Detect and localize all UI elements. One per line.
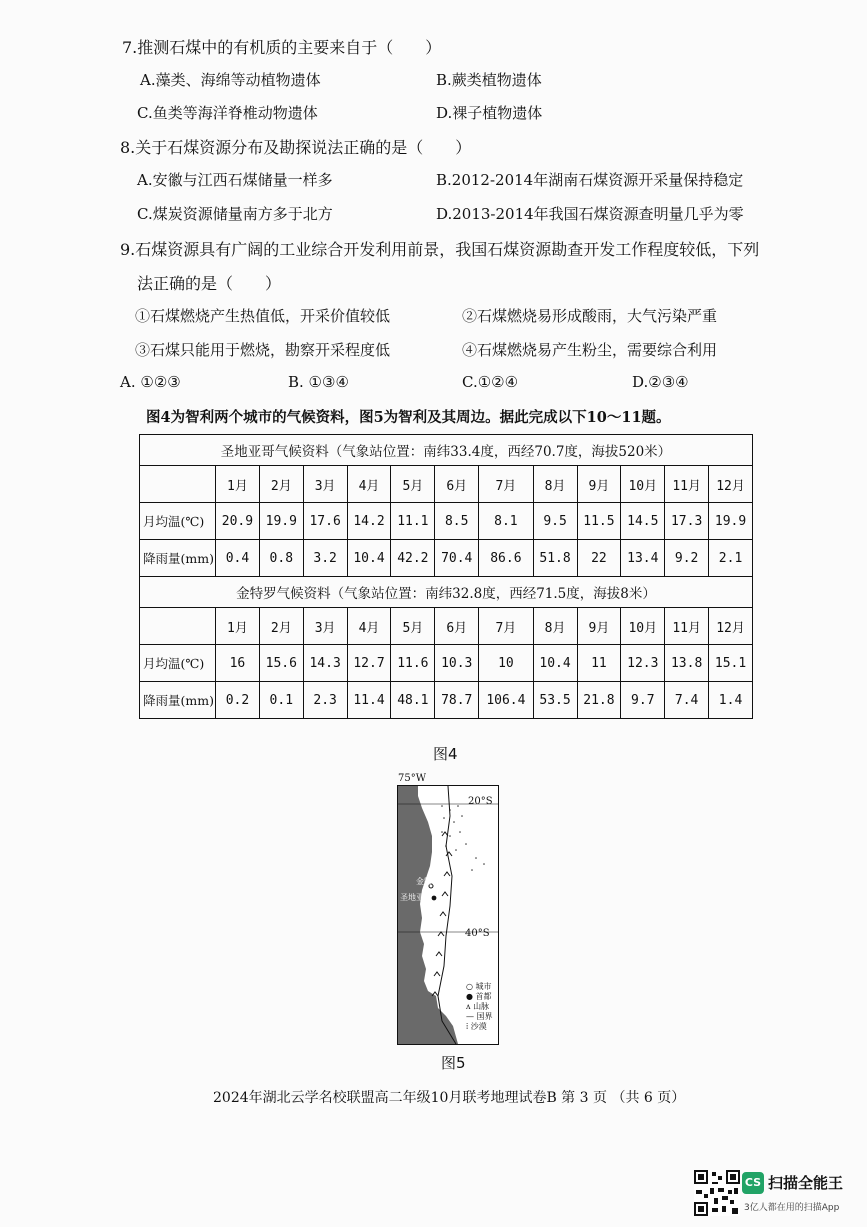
santiago-month-header: 5月 [391, 466, 435, 503]
quintero-month-header: 9月 [577, 608, 621, 645]
quintero-month-header: 1月 [216, 608, 260, 645]
legend-border: — 国界 [466, 1012, 493, 1021]
santiago-temp-label: 月均温(℃) [140, 503, 216, 540]
santiago-rain-cell: 51.8 [533, 540, 577, 577]
camscanner-name: 扫描全能王 [768, 1174, 844, 1192]
santiago-temp-cell: 9.5 [533, 503, 577, 540]
quintero-rain-cell: 48.1 [391, 682, 435, 719]
santiago-rain-cell: 3.2 [303, 540, 347, 577]
fig-intro-text: 图4为智利两个城市的气候资料，图5为智利及其周边。据此完成以下10～11题。 [146, 409, 671, 426]
quintero-temp-label: 月均温(℃) [140, 645, 216, 682]
legend-capital: ● 首都 [466, 992, 492, 1001]
santiago-temp-cell: 20.9 [216, 503, 260, 540]
santiago-table-title: 圣地亚哥气候资料（气象站位置：南纬33.4度，西经70.7度，海拔520米） [140, 435, 753, 466]
santiago-rain-cell: 86.6 [479, 540, 533, 577]
quintero-month-header: 12月 [709, 608, 753, 645]
page-footer: 2024年湖北云学名校联盟高二年级10月联考地理试卷B 第 3 页 （共 6 页） [213, 1090, 686, 1106]
q7-option-a: A.藻类、海绵等动植物遗体 [140, 71, 321, 89]
q9-statement-4: ④石煤燃烧易产生粉尘，需要综合利用 [462, 341, 718, 359]
chile-map [397, 785, 499, 1045]
map-city-quintero: 金特罗 [416, 877, 440, 886]
camscanner-tagline: 3亿人都在用的扫描App [744, 1203, 840, 1213]
santiago-month-header: 8月 [533, 466, 577, 503]
camscanner-logo-icon: CS [742, 1172, 764, 1194]
santiago-month-row [140, 466, 753, 503]
santiago-temp-cell: 14.5 [621, 503, 665, 540]
capital-santiago-marker [432, 896, 437, 901]
quintero-month-row [140, 608, 753, 645]
santiago-month-header: 4月 [347, 466, 391, 503]
map-legend [466, 982, 493, 1032]
santiago-month-header: 7月 [479, 466, 533, 503]
q9-option-a: A. ①②③ [120, 373, 181, 391]
santiago-temp-cell: 8.1 [479, 503, 533, 540]
map-lat40-label: 40°S [465, 928, 490, 939]
map-lon-label: 75°W [398, 773, 427, 784]
legend-desert: ⁞ 沙漠 [466, 1022, 487, 1031]
quintero-rain-cell: 21.8 [577, 682, 621, 719]
quintero-temp-cell: 10.3 [435, 645, 479, 682]
santiago-temp-cell: 19.9 [259, 503, 303, 540]
quintero-temp-cell: 12.3 [621, 645, 665, 682]
quintero-month-header: 3月 [303, 608, 347, 645]
quintero-rain-cell: 0.2 [216, 682, 260, 719]
quintero-rain-cell: 0.1 [259, 682, 303, 719]
quintero-rain-cell: 2.3 [303, 682, 347, 719]
quintero-title-row [140, 577, 753, 608]
santiago-month-header: 6月 [435, 466, 479, 503]
quintero-rain-label: 降雨量(mm) [140, 682, 216, 719]
quintero-rain-cell: 9.7 [621, 682, 665, 719]
quintero-rain-cell: 106.4 [479, 682, 533, 719]
quintero-month-header: 2月 [259, 608, 303, 645]
quintero-corner-cell [140, 608, 216, 645]
santiago-month-header: 2月 [259, 466, 303, 503]
fig5-caption: 图5 [441, 1054, 466, 1072]
quintero-rain-cell: 53.5 [533, 682, 577, 719]
santiago-rain-cell: 2.1 [709, 540, 753, 577]
santiago-rain-cell: 22 [577, 540, 621, 577]
q9-statement-2: ②石煤燃烧易形成酸雨，大气污染严重 [462, 307, 718, 325]
quintero-temp-cell: 10.4 [533, 645, 577, 682]
q9-statement-3: ③石煤只能用于燃烧，勘察开采程度低 [135, 341, 391, 359]
q9-stem-line1: 9.石煤资源具有广阔的工业综合开发利用前景，我国石煤资源勘查开发工作程度较低，下列 [120, 240, 760, 259]
q9-stem-line2: 法正确的是（ ） [137, 274, 282, 293]
quintero-temp-cell: 16 [216, 645, 260, 682]
santiago-rain-row [140, 540, 753, 577]
santiago-rain-label: 降雨量(mm) [140, 540, 216, 577]
q8-stem: 8.关于石煤资源分布及勘探说法正确的是（ ） [120, 138, 472, 157]
q7-option-d: D.裸子植物遗体 [436, 104, 543, 122]
santiago-temp-row [140, 503, 753, 540]
santiago-temp-cell: 19.9 [709, 503, 753, 540]
q7-option-b: B.蕨类植物遗体 [436, 71, 542, 89]
quintero-month-header: 10月 [621, 608, 665, 645]
santiago-temp-cell: 11.5 [577, 503, 621, 540]
santiago-temp-cell: 17.3 [665, 503, 709, 540]
q7-stem: 7.推测石煤中的有机质的主要来自于（ ） [122, 38, 442, 57]
quintero-rain-cell: 11.4 [347, 682, 391, 719]
quintero-month-header: 5月 [391, 608, 435, 645]
santiago-month-header: 9月 [577, 466, 621, 503]
santiago-rain-cell: 70.4 [435, 540, 479, 577]
santiago-month-header: 1月 [216, 466, 260, 503]
santiago-month-header: 11月 [665, 466, 709, 503]
legend-mountain: ʌ 山脉 [466, 1002, 490, 1011]
map-lat20-label: 20°S [468, 796, 493, 807]
santiago-temp-cell: 11.1 [391, 503, 435, 540]
q8-option-b: B.2012-2014年湖南石煤资源开采量保持稳定 [436, 171, 744, 189]
q9-statement-1: ①石煤燃烧产生热值低，开采价值较低 [135, 307, 391, 325]
q9-option-d: D.②③④ [632, 373, 689, 391]
quintero-rain-row [140, 682, 753, 719]
q9-option-c: C.①②④ [462, 373, 519, 391]
santiago-rain-cell: 9.2 [665, 540, 709, 577]
santiago-month-header: 12月 [709, 466, 753, 503]
quintero-temp-cell: 15.6 [259, 645, 303, 682]
quintero-temp-row [140, 645, 753, 682]
santiago-title-row [140, 435, 753, 466]
qr-code-icon [694, 1170, 740, 1216]
fig4-caption: 图4 [433, 745, 458, 763]
santiago-month-header: 3月 [303, 466, 347, 503]
quintero-temp-cell: 12.7 [347, 645, 391, 682]
climate-table [139, 434, 753, 719]
quintero-month-header: 8月 [533, 608, 577, 645]
santiago-rain-cell: 0.8 [259, 540, 303, 577]
santiago-temp-cell: 8.5 [435, 503, 479, 540]
quintero-temp-cell: 11.6 [391, 645, 435, 682]
santiago-rain-cell: 0.4 [216, 540, 260, 577]
quintero-rain-cell: 1.4 [709, 682, 753, 719]
santiago-temp-cell: 17.6 [303, 503, 347, 540]
santiago-rain-cell: 10.4 [347, 540, 391, 577]
quintero-month-header: 6月 [435, 608, 479, 645]
quintero-temp-cell: 15.1 [709, 645, 753, 682]
q8-option-c: C.煤炭资源储量南方多于北方 [137, 205, 333, 223]
santiago-temp-cell: 14.2 [347, 503, 391, 540]
map-city-santiago: 圣地亚哥 [400, 893, 432, 902]
q8-option-a: A.安徽与江西石煤储量一样多 [137, 171, 333, 189]
legend-city: ○ 城市 [466, 982, 492, 991]
santiago-month-header: 10月 [621, 466, 665, 503]
santiago-corner-cell [140, 466, 216, 503]
quintero-temp-cell: 14.3 [303, 645, 347, 682]
quintero-temp-cell: 10 [479, 645, 533, 682]
quintero-month-header: 11月 [665, 608, 709, 645]
quintero-month-header: 4月 [347, 608, 391, 645]
q9-option-b: B. ①③④ [288, 373, 349, 391]
quintero-temp-cell: 11 [577, 645, 621, 682]
quintero-temp-cell: 13.8 [665, 645, 709, 682]
q8-option-d: D.2013-2014年我国石煤资源查明量几乎为零 [436, 205, 744, 223]
quintero-month-header: 7月 [479, 608, 533, 645]
quintero-table-title: 金特罗气候资料（气象站位置：南纬32.8度，西经71.5度，海拔8米） [140, 577, 753, 608]
santiago-rain-cell: 13.4 [621, 540, 665, 577]
quintero-rain-cell: 7.4 [665, 682, 709, 719]
q7-option-c: C.鱼类等海洋脊椎动物遗体 [137, 104, 318, 122]
quintero-rain-cell: 78.7 [435, 682, 479, 719]
santiago-rain-cell: 42.2 [391, 540, 435, 577]
